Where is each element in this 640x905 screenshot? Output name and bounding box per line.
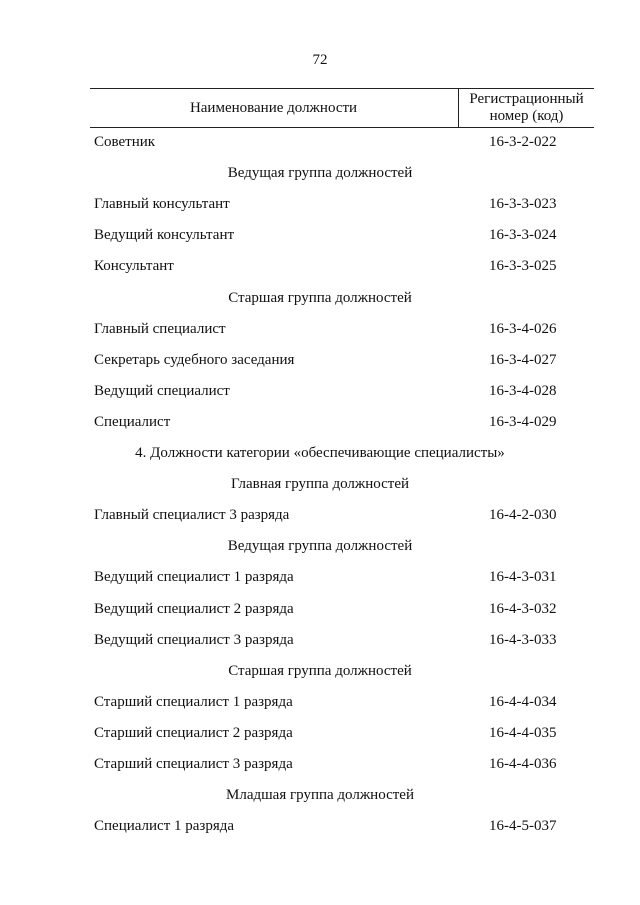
group-heading: 4. Должности категории «обеспечивающие специалисты» <box>135 445 505 461</box>
registration-code: 16-3-4-027 <box>489 352 557 368</box>
position-name: Специалист <box>94 414 171 430</box>
table-row <box>94 630 594 650</box>
table-row <box>94 692 594 712</box>
group-heading: Младшая группа должностей <box>226 787 414 803</box>
table-row <box>94 132 594 152</box>
registration-code: 16-3-4-029 <box>489 414 557 430</box>
table-row <box>94 194 594 214</box>
table-row <box>94 754 594 774</box>
registration-code: 16-3-4-028 <box>489 383 557 399</box>
table-row <box>94 319 594 339</box>
registration-code: 16-3-3-023 <box>489 196 557 212</box>
registration-code: 16-4-5-037 <box>489 818 557 834</box>
registration-code: 16-3-3-025 <box>489 258 557 274</box>
position-name: Старший специалист 2 разряда <box>94 725 293 741</box>
group-heading: Старшая группа должностей <box>228 663 412 679</box>
code-header-line1: Регистрационный <box>469 91 584 107</box>
registration-code: 16-4-4-035 <box>489 725 557 741</box>
table-row <box>94 816 594 836</box>
position-name: Ведущий консультант <box>94 227 235 243</box>
table-row <box>94 505 594 525</box>
position-name: Консультант <box>94 258 174 274</box>
position-name-column-header: Наименование должности <box>189 99 358 116</box>
registration-code: 16-4-3-032 <box>489 601 557 617</box>
registration-code: 16-4-4-036 <box>489 756 557 772</box>
registration-code: 16-4-2-030 <box>489 507 557 523</box>
group-heading: Ведущая группа должностей <box>227 538 413 554</box>
position-name: Ведущий специалист 1 разряда <box>94 569 294 585</box>
table-row <box>94 350 594 370</box>
position-name: Ведущий специалист 3 разряда <box>94 632 294 648</box>
position-name: Специалист 1 разряда <box>94 818 235 834</box>
table-row <box>94 599 594 619</box>
registration-code-column-header <box>458 89 594 127</box>
code-header-line2: номер (код) <box>489 108 564 124</box>
registration-code: 16-4-3-031 <box>489 569 557 585</box>
position-name: Секретарь судебного заседания <box>94 352 295 368</box>
registration-code: 16-4-3-033 <box>489 632 557 648</box>
group-heading: Главная группа должностей <box>230 476 410 492</box>
position-name: Ведущий специалист 2 разряда <box>94 601 294 617</box>
group-heading: Старшая группа должностей <box>228 290 412 306</box>
table-row <box>94 381 594 401</box>
table-header <box>90 88 594 128</box>
table-row <box>94 256 594 276</box>
group-heading: Ведущая группа должностей <box>227 165 413 181</box>
position-name: Старший специалист 3 разряда <box>94 756 293 772</box>
position-name: Советник <box>94 134 156 150</box>
registration-code: 16-3-3-024 <box>489 227 557 243</box>
registration-code: 16-4-4-034 <box>489 694 557 710</box>
position-name: Главный специалист <box>94 321 226 337</box>
position-name: Главный специалист 3 разряда <box>94 507 290 523</box>
position-name: Старший специалист 1 разряда <box>94 694 293 710</box>
page-number: 72 <box>312 52 328 68</box>
position-name: Главный консультант <box>94 196 230 212</box>
registration-code: 16-3-2-022 <box>489 134 557 150</box>
table-row <box>94 567 594 587</box>
table-row <box>94 723 594 743</box>
table-row <box>94 225 594 245</box>
table-row <box>94 412 594 432</box>
registration-code: 16-3-4-026 <box>489 321 557 337</box>
position-name: Ведущий специалист <box>94 383 230 399</box>
